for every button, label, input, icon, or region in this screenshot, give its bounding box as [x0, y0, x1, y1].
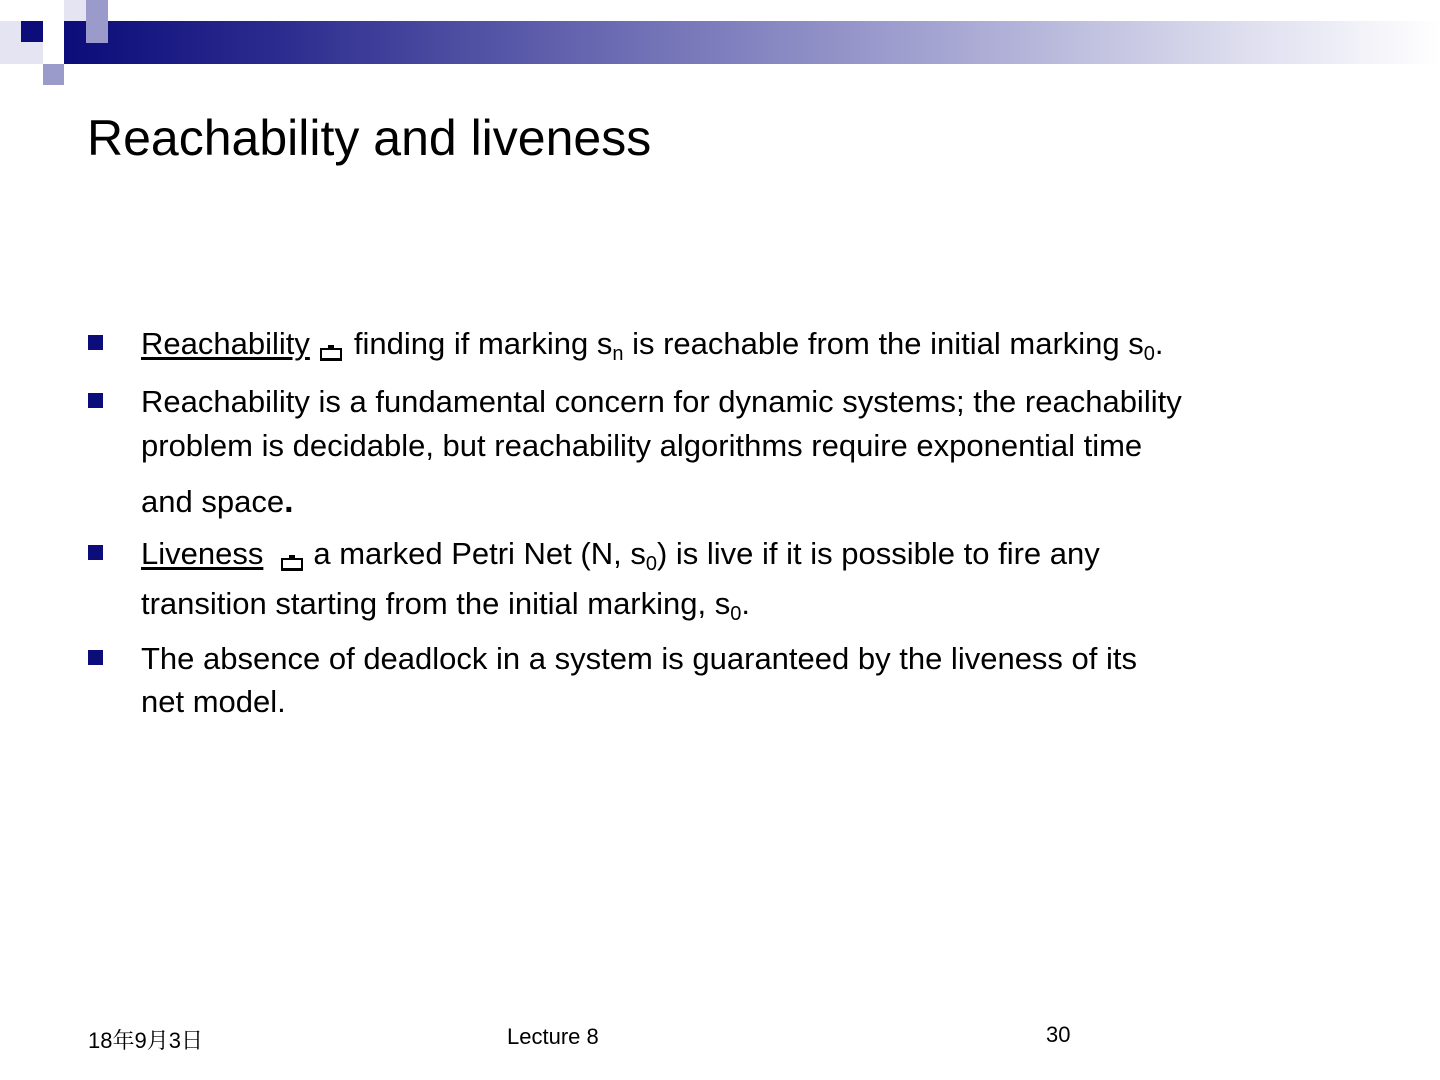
- header-square-dark: [21, 21, 43, 42]
- footer-page-number: 30: [1046, 1022, 1071, 1047]
- header-square-light: [64, 0, 86, 21]
- arrow-symbol-icon: [318, 346, 344, 360]
- header-square-light: [43, 21, 64, 64]
- slide-title: Reachability and liveness: [87, 110, 652, 166]
- header-square-mid: [86, 0, 108, 43]
- header-square-light: [0, 21, 21, 64]
- header-square-mid: [43, 64, 64, 85]
- arrow-symbol-icon: [279, 556, 305, 570]
- header-square-light: [21, 42, 43, 64]
- footer-lecture: Lecture 8: [507, 1024, 599, 1049]
- bullet-square-icon: [88, 335, 103, 350]
- header-gradient-bar: [64, 21, 1440, 64]
- term-liveness: Liveness: [141, 536, 264, 571]
- bullet-square-icon: [88, 650, 103, 665]
- bullet-square-icon: [88, 393, 103, 408]
- footer-date: 18年9月3日: [88, 1028, 203, 1053]
- term-reachability: Reachability: [141, 326, 310, 361]
- bullet-square-icon: [88, 545, 103, 560]
